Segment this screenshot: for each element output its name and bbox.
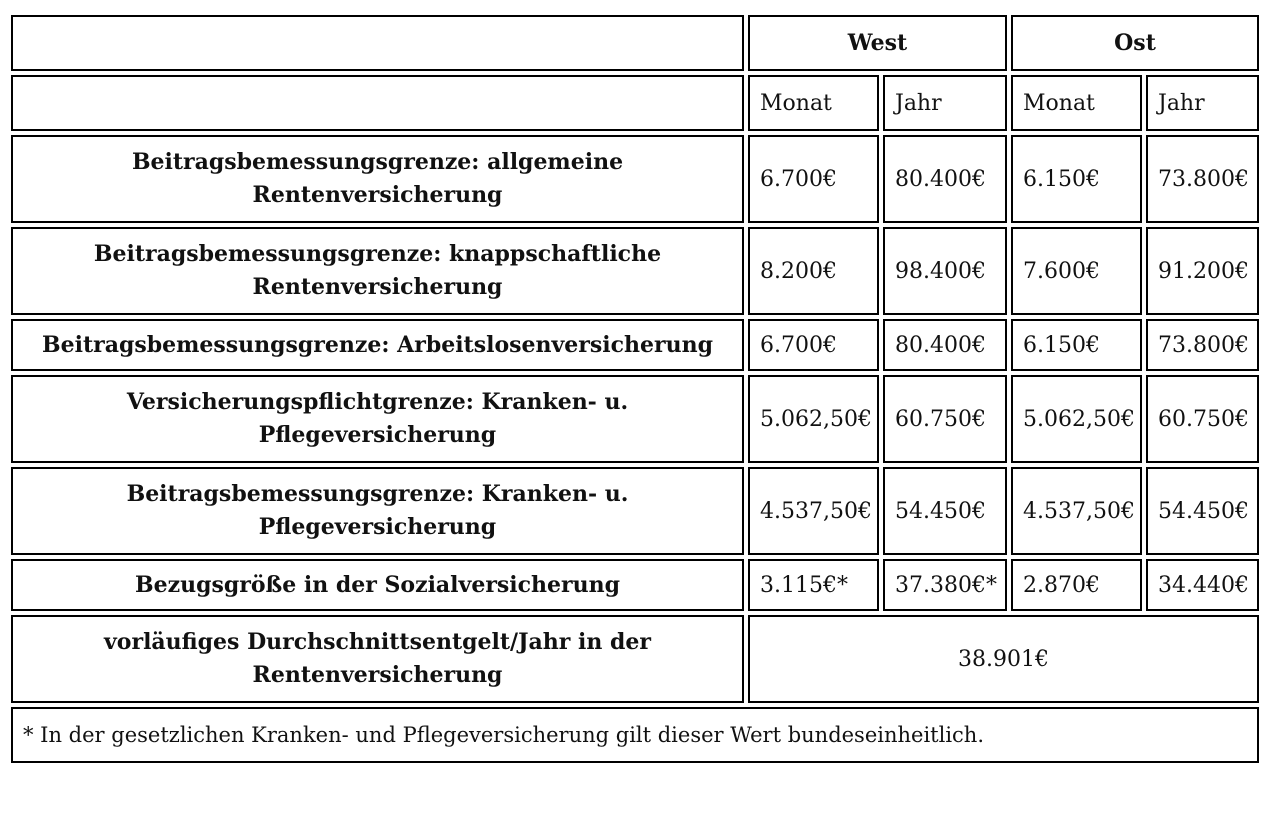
west-jahr-value: 54.450€ bbox=[883, 467, 1007, 555]
subheader-west-jahr: Jahr bbox=[883, 75, 1007, 131]
ost-monat-value: 4.537,50€ bbox=[1011, 467, 1142, 555]
ost-monat-value: 5.062,50€ bbox=[1011, 375, 1142, 463]
table-row bbox=[11, 559, 1259, 611]
header-ost: Ost bbox=[1011, 15, 1259, 71]
west-jahr-value: 98.400€ bbox=[883, 227, 1007, 315]
table-row bbox=[11, 375, 1259, 463]
header-row bbox=[11, 15, 1259, 71]
west-jahr-value: 60.750€ bbox=[883, 375, 1007, 463]
row-label: Beitragsbemessungsgrenze: allgemeine Rentenversicherung bbox=[11, 135, 744, 223]
table-row bbox=[11, 319, 1259, 371]
west-jahr-value: 37.380€* bbox=[883, 559, 1007, 611]
ost-monat-value: 2.870€ bbox=[1011, 559, 1142, 611]
ost-monat-value: 7.600€ bbox=[1011, 227, 1142, 315]
west-jahr-value: 80.400€ bbox=[883, 319, 1007, 371]
row-label: Beitragsbemessungsgrenze: Kranken- u. Pflegeversicherung bbox=[11, 467, 744, 555]
ost-jahr-value: 34.440€ bbox=[1146, 559, 1259, 611]
durchschnitt-label: vorläufiges Durchschnittsentgelt/Jahr in der Rentenversicherung bbox=[11, 615, 744, 703]
ost-jahr-value: 73.800€ bbox=[1146, 135, 1259, 223]
row-label: Versicherungspflichtgrenze: Kranken- u. Pflegeversicherung bbox=[11, 375, 744, 463]
ost-jahr-value: 91.200€ bbox=[1146, 227, 1259, 315]
west-monat-value: 6.700€ bbox=[748, 135, 879, 223]
west-monat-value: 6.700€ bbox=[748, 319, 879, 371]
table-row bbox=[11, 135, 1259, 223]
row-label: Bezugsgröße in der Sozialversicherung bbox=[11, 559, 744, 611]
ost-monat-value: 6.150€ bbox=[1011, 135, 1142, 223]
ost-monat-value: 6.150€ bbox=[1011, 319, 1142, 371]
west-monat-value: 5.062,50€ bbox=[748, 375, 879, 463]
ost-jahr-value: 60.750€ bbox=[1146, 375, 1259, 463]
table-row bbox=[11, 467, 1259, 555]
subheader-empty-cell bbox=[11, 75, 744, 131]
ost-jahr-value: 73.800€ bbox=[1146, 319, 1259, 371]
subheader-row bbox=[11, 75, 1259, 131]
table-container bbox=[7, 11, 1263, 767]
table-row bbox=[11, 227, 1259, 315]
header-empty-cell bbox=[11, 15, 744, 71]
durchschnitt-row bbox=[11, 615, 1259, 703]
west-monat-value: 8.200€ bbox=[748, 227, 879, 315]
ost-jahr-value: 54.450€ bbox=[1146, 467, 1259, 555]
footnote-row bbox=[11, 707, 1259, 763]
durchschnitt-value: 38.901€ bbox=[748, 615, 1259, 703]
footnote-text: * In der gesetzlichen Kranken- und Pflegeversicherung gilt dieser Wert bundeseinheitlich. bbox=[11, 707, 1259, 763]
west-monat-value: 4.537,50€ bbox=[748, 467, 879, 555]
contribution-limits-table bbox=[7, 11, 1263, 767]
row-label: Beitragsbemessungsgrenze: Arbeitslosenversicherung bbox=[11, 319, 744, 371]
header-west: West bbox=[748, 15, 1007, 71]
subheader-west-monat: Monat bbox=[748, 75, 879, 131]
row-label: Beitragsbemessungsgrenze: knappschaftliche Rentenversicherung bbox=[11, 227, 744, 315]
subheader-ost-jahr: Jahr bbox=[1146, 75, 1259, 131]
west-monat-value: 3.115€* bbox=[748, 559, 879, 611]
subheader-ost-monat: Monat bbox=[1011, 75, 1142, 131]
west-jahr-value: 80.400€ bbox=[883, 135, 1007, 223]
